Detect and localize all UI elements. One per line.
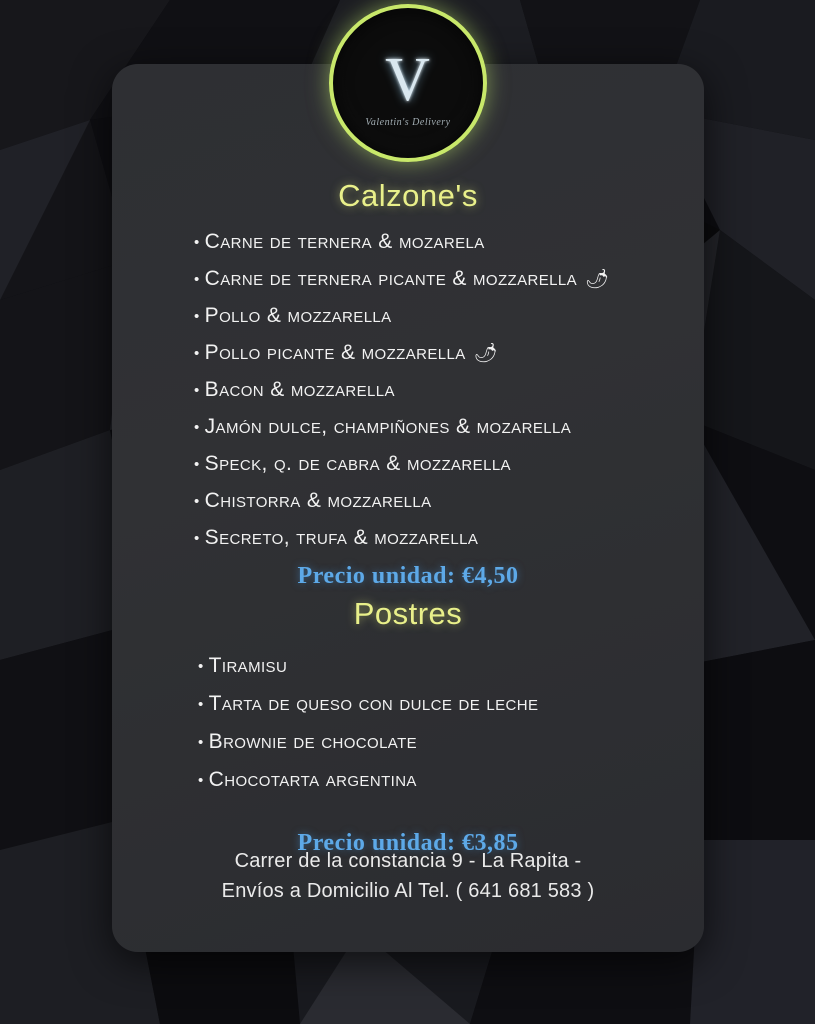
section-title-calzones: Calzone's <box>338 178 478 213</box>
list-item <box>198 730 678 754</box>
chili-pepper-icon: 🌶 <box>473 343 499 364</box>
price-postres: Precio unidad: €3,85 <box>297 830 519 856</box>
menu-card <box>112 64 704 952</box>
list-item-label: Brownie de chocolate <box>208 730 418 753</box>
list-item-label: Pollo & mozzarella <box>204 304 392 327</box>
bullet-icon: • <box>194 381 200 399</box>
list-item <box>198 654 678 678</box>
list-item-label: Carne de ternera picante & mozzarella <box>204 267 578 290</box>
bullet-icon: • <box>194 455 200 473</box>
bullet-icon: • <box>194 233 200 251</box>
logo-monogram-icon: V <box>385 45 431 114</box>
list-item-label: Tiramisu <box>208 654 288 677</box>
list-item <box>194 489 678 513</box>
footer-address: Carrer de la constancia 9 - La Rapita - <box>234 850 582 872</box>
price-calzones: Precio unidad: €4,50 <box>297 563 519 589</box>
list-item <box>194 415 678 439</box>
bullet-icon: • <box>198 657 204 675</box>
postres-item-list <box>138 654 678 792</box>
bullet-icon: • <box>194 529 200 547</box>
list-item-label: Chistorra & mozzarella <box>204 489 432 512</box>
list-item <box>194 526 678 550</box>
calzones-item-list <box>138 230 678 550</box>
list-item-label: Secreto, trufa & mozzarella <box>204 526 479 549</box>
logo-brand-name: Valentin's Delivery <box>365 116 451 128</box>
list-item-label: Bacon & mozzarella <box>204 378 395 401</box>
bullet-icon: • <box>194 418 200 436</box>
list-item <box>194 304 678 328</box>
list-item-label: Carne de ternera & mozarela <box>204 230 485 253</box>
menu-card-content <box>112 64 704 952</box>
list-item <box>194 378 678 402</box>
list-item <box>198 692 678 716</box>
bullet-icon: • <box>198 695 204 713</box>
list-item-label: Tarta de queso con dulce de leche <box>208 692 539 715</box>
bullet-icon: • <box>194 307 200 325</box>
footer-contact <box>112 846 704 906</box>
list-item <box>194 341 678 365</box>
bullet-icon: • <box>194 270 200 288</box>
list-item-label: Pollo picante & mozzarella <box>204 341 466 364</box>
list-item <box>194 267 678 291</box>
section-title-postres: Postres <box>353 596 463 631</box>
list-item-label: Speck, q. de cabra & mozzarella <box>204 452 511 475</box>
bullet-icon: • <box>194 492 200 510</box>
list-item-label: Chocotarta argentina <box>208 768 417 791</box>
chili-pepper-icon: 🌶 <box>585 269 610 290</box>
list-item <box>198 768 678 792</box>
bullet-icon: • <box>198 771 204 789</box>
logo-badge <box>329 4 487 162</box>
list-item <box>194 452 678 476</box>
bullet-icon: • <box>194 344 200 362</box>
list-item-label: Jamón dulce, champiñones & mozarella <box>204 415 572 438</box>
bullet-icon: • <box>198 733 204 751</box>
footer-phone: Envíos a Domicilio Al Tel. ( 641 681 583 ) <box>221 880 595 902</box>
list-item <box>194 230 678 254</box>
